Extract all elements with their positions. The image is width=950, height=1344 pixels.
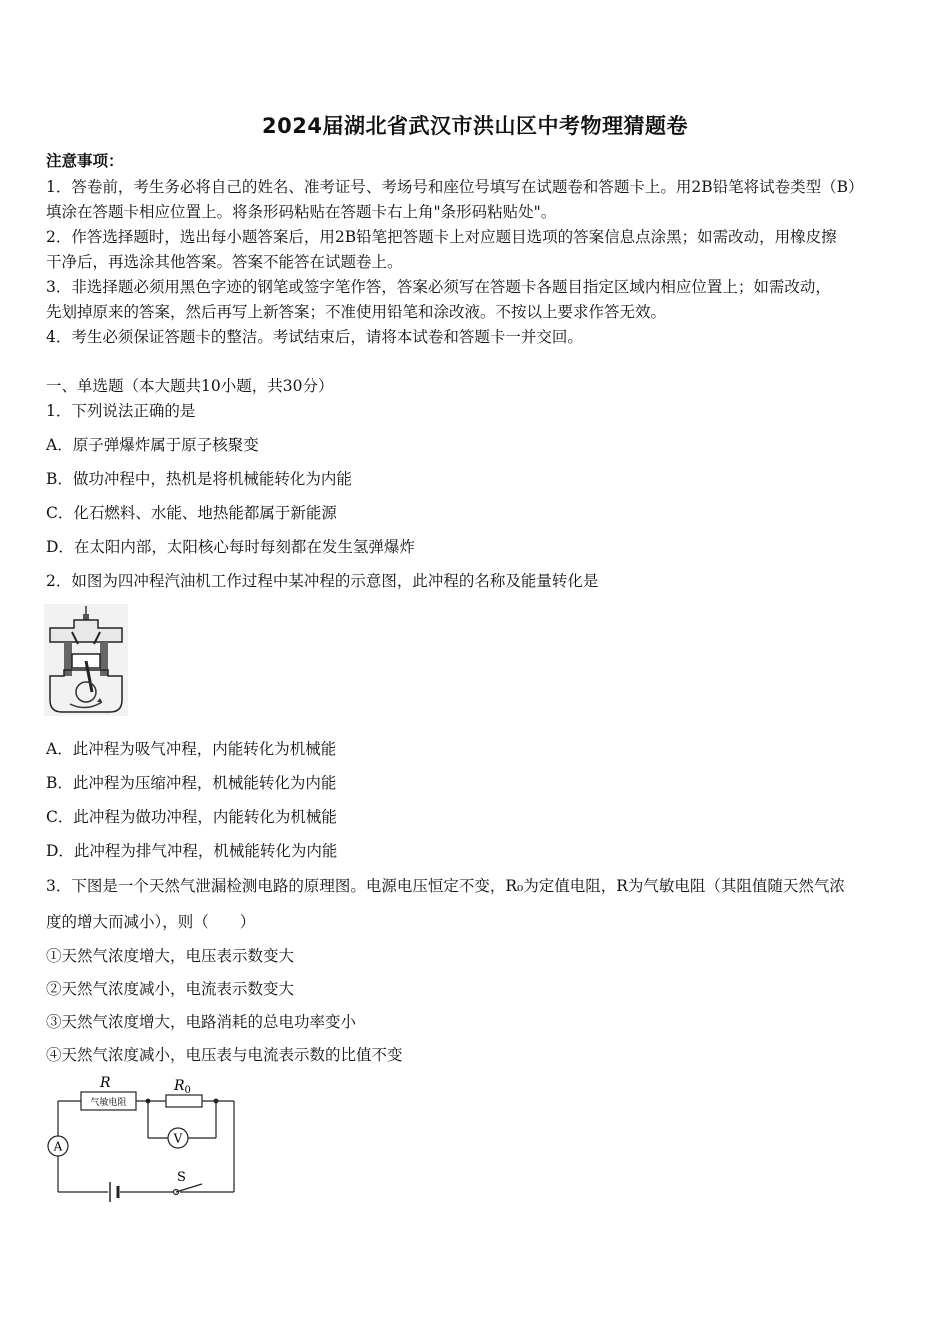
notice-line: 1．答卷前，考生务必将自己的姓名、准考证号、考场号和座位号填写在试题卷和答题卡上。用2B铅笔将试卷类型（B） bbox=[46, 178, 864, 196]
notice-line: 3．非选择题必须用黑色字迹的钢笔或签字笔作答，答案必须写在答题卡各题目指定区域内相应位置上；如需改动， bbox=[46, 278, 831, 296]
circuit-diagram bbox=[46, 1074, 242, 1208]
r-box-label: 气敏电阻 bbox=[90, 1098, 127, 1108]
page-title: 2024届湖北省武汉市洪山区中考物理猜题卷 bbox=[262, 114, 688, 138]
cylinder-wall-right bbox=[100, 642, 108, 676]
option-a: A．此冲程为吸气冲程，内能转化为机械能 bbox=[46, 740, 337, 758]
switch-lever bbox=[176, 1184, 202, 1192]
r0-label: $R_0$ bbox=[174, 1078, 191, 1096]
statement-1: ①天然气浓度增大，电压表示数变大 bbox=[46, 947, 295, 965]
option-d: D．此冲程为排气冲程，机械能转化为内能 bbox=[46, 842, 338, 860]
question-stem: 3．下图是一个天然气泄漏检测电路的原理图。电源电压恒定不变，R₀为定值电阻，R为气敏电阻（其阻值随天然气浓 bbox=[46, 877, 845, 895]
notice-line: 干净后，再选涂其他答案。答案不能答在试题卷上。 bbox=[46, 253, 403, 271]
cylinder-wall-left bbox=[64, 642, 72, 676]
notice-line: 填涂在答题卡相应位置上。将条形码粘贴在答题卡右上角"条形码粘贴处"。 bbox=[46, 203, 557, 221]
question-stem: 2．如图为四冲程汽油机工作过程中某冲程的示意图，此冲程的名称及能量转化是 bbox=[46, 572, 599, 590]
notice-line: 先划掉原来的答案，然后再写上新答案；不准使用铅笔和涂改液。不按以上要求作答无效。 bbox=[46, 303, 667, 321]
option-c: C．此冲程为做功冲程，内能转化为机械能 bbox=[46, 808, 337, 826]
notice-line: 4．考生必须保证答题卡的整洁。考试结束后，请将本试卷和答题卡一并交回。 bbox=[46, 328, 583, 346]
voltmeter-label: V bbox=[173, 1131, 183, 1146]
engine-diagram bbox=[44, 604, 128, 716]
notice-label: 注意事项： bbox=[46, 151, 124, 170]
option-c: C．化石燃料、水能、地热能都属于新能源 bbox=[46, 504, 337, 522]
statement-2: ②天然气浓度减小，电流表示数变大 bbox=[46, 980, 295, 998]
switch-label: S bbox=[177, 1170, 186, 1185]
option-a: A．原子弹爆炸属于原子核聚变 bbox=[46, 436, 259, 454]
option-b: B．此冲程为压缩冲程，机械能转化为内能 bbox=[46, 774, 337, 792]
option-d: D．在太阳内部，太阳核心每时每刻都在发生氢弹爆炸 bbox=[46, 538, 415, 556]
ammeter-label: A bbox=[53, 1139, 63, 1154]
r-label: R bbox=[100, 1075, 111, 1091]
notice-line: 2．作答选择题时，选出每小题答案后，用2B铅笔把答题卡上对应题目选项的答案信息点涂黑；如需改动，用橡皮擦 bbox=[46, 228, 837, 246]
option-b: B．做功冲程中，热机是将机械能转化为内能 bbox=[46, 470, 352, 488]
junction-dot bbox=[146, 1099, 151, 1104]
question-stem-continued: 度的增大而减小），则（ ） bbox=[46, 913, 256, 931]
fixed-resistor bbox=[166, 1095, 202, 1107]
junction-dot bbox=[214, 1099, 219, 1104]
section-heading: 一、单选题（本大题共10小题，共30分） bbox=[46, 377, 334, 395]
statement-3: ③天然气浓度增大，电路消耗的总电功率变小 bbox=[46, 1013, 357, 1031]
statement-4: ④天然气浓度减小，电压表与电流表示数的比值不变 bbox=[46, 1046, 403, 1064]
question-stem: 1．下列说法正确的是 bbox=[46, 402, 196, 420]
